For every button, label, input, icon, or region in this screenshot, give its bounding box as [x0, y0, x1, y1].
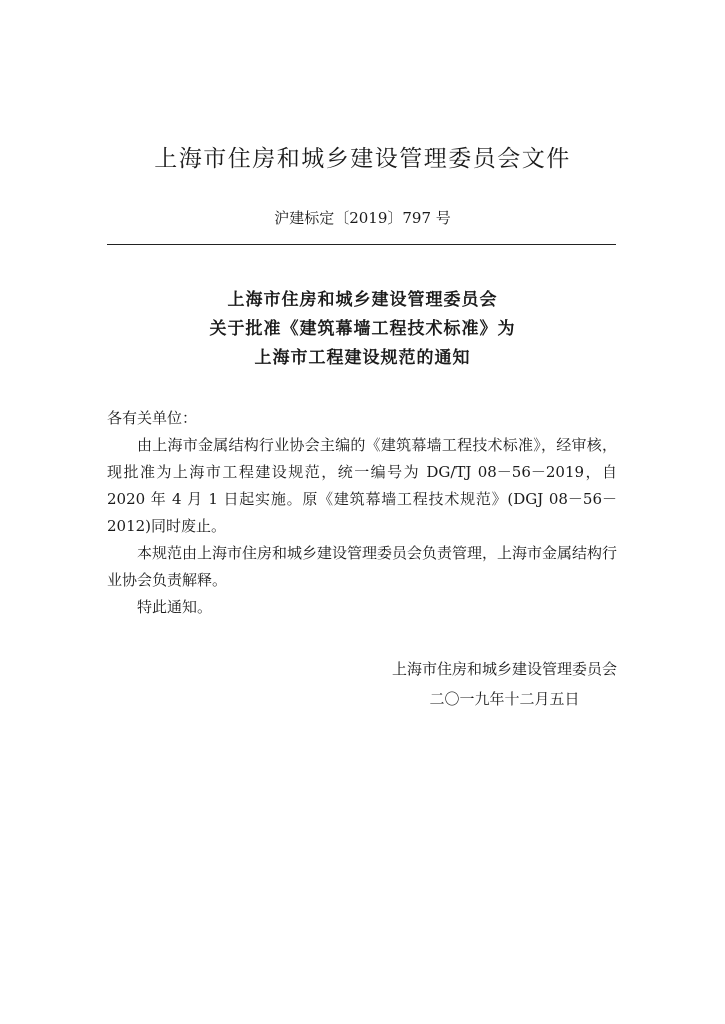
signature-block — [392, 654, 617, 714]
document-header-title: 上海市住房和城乡建设管理委员会文件 — [154, 146, 571, 172]
body-paragraph-3: 特此通知。 — [137, 598, 213, 616]
signature-date: 二〇一九年十二月五日 — [429, 690, 580, 708]
notice-title-line-3: 上海市工程建设规范的通知 — [254, 348, 471, 368]
body-paragraph-2: 本规范由上海市住房和城乡建设管理委员会负责管理，上海市金属结构行业协会负责解释。 — [107, 544, 618, 589]
notice-title — [0, 286, 725, 373]
salutation: 各有关单位： — [107, 409, 198, 427]
header-divider-line — [107, 244, 616, 245]
notice-title-line-1: 上海市住房和城乡建设管理委员会 — [227, 290, 498, 310]
notice-body — [107, 405, 617, 621]
body-paragraph-1: 由上海市金属结构行业协会主编的《建筑幕墙工程技术标准》，经审核，现批准为上海市工程建设规范，统一编号为 DG/TJ 08－56－2019，自 2020 年 4 月 1 日起实施。原《建筑幕墙工程技术规范》(DGJ 08－56－2012)同时废止。 — [107, 436, 617, 535]
document-number: 沪建标定〔2019〕797 号 — [274, 209, 451, 227]
notice-title-line-2: 关于批准《建筑幕墙工程技术标准》为 — [209, 319, 516, 339]
signature-issuer: 上海市住房和城乡建设管理委员会 — [391, 660, 617, 678]
